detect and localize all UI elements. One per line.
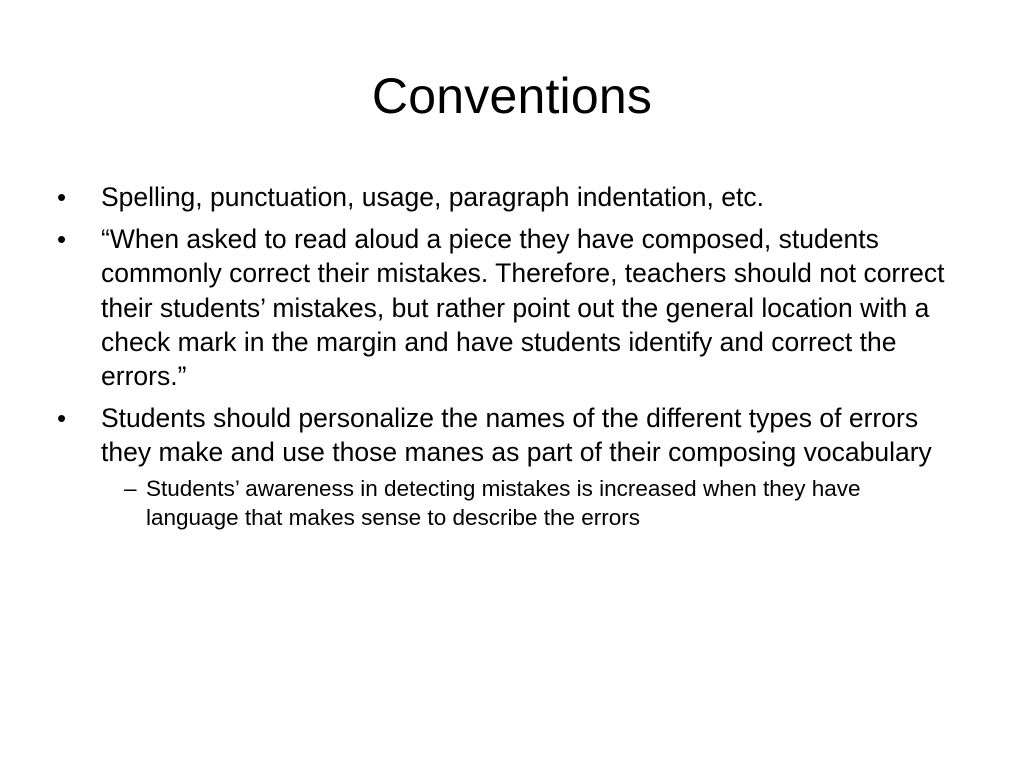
bullet-item (57, 222, 957, 393)
bullet-marker: • (57, 403, 67, 434)
sub-bullet-item (124, 474, 956, 532)
bullet-item (57, 180, 957, 214)
slide-title: Conventions (371, 68, 653, 124)
bullet-text: Students should personalize the names of the different types of errors they make and use those manes as part of their composing vocabulary (101, 403, 932, 468)
slide-body (57, 180, 957, 532)
bullet-marker: • (57, 224, 67, 255)
sub-bullet-marker: – (124, 475, 137, 501)
bullet-item (57, 401, 957, 469)
bullet-text: “When asked to read aloud a piece they have composed, students commonly correct their mistakes. Therefore, teachers should not correct their students’ mistakes, but rather point out the general location with a check mark in the margin and have students identify and correct the errors.” (101, 224, 945, 392)
bullet-marker: • (57, 182, 67, 212)
sub-bullet-text: Students’ awareness in detecting mistakes is increased when they have language that makes sense to describe the errors (146, 475, 861, 530)
bullet-text: Spelling, punctuation, usage, paragraph indentation, etc. (101, 182, 764, 212)
